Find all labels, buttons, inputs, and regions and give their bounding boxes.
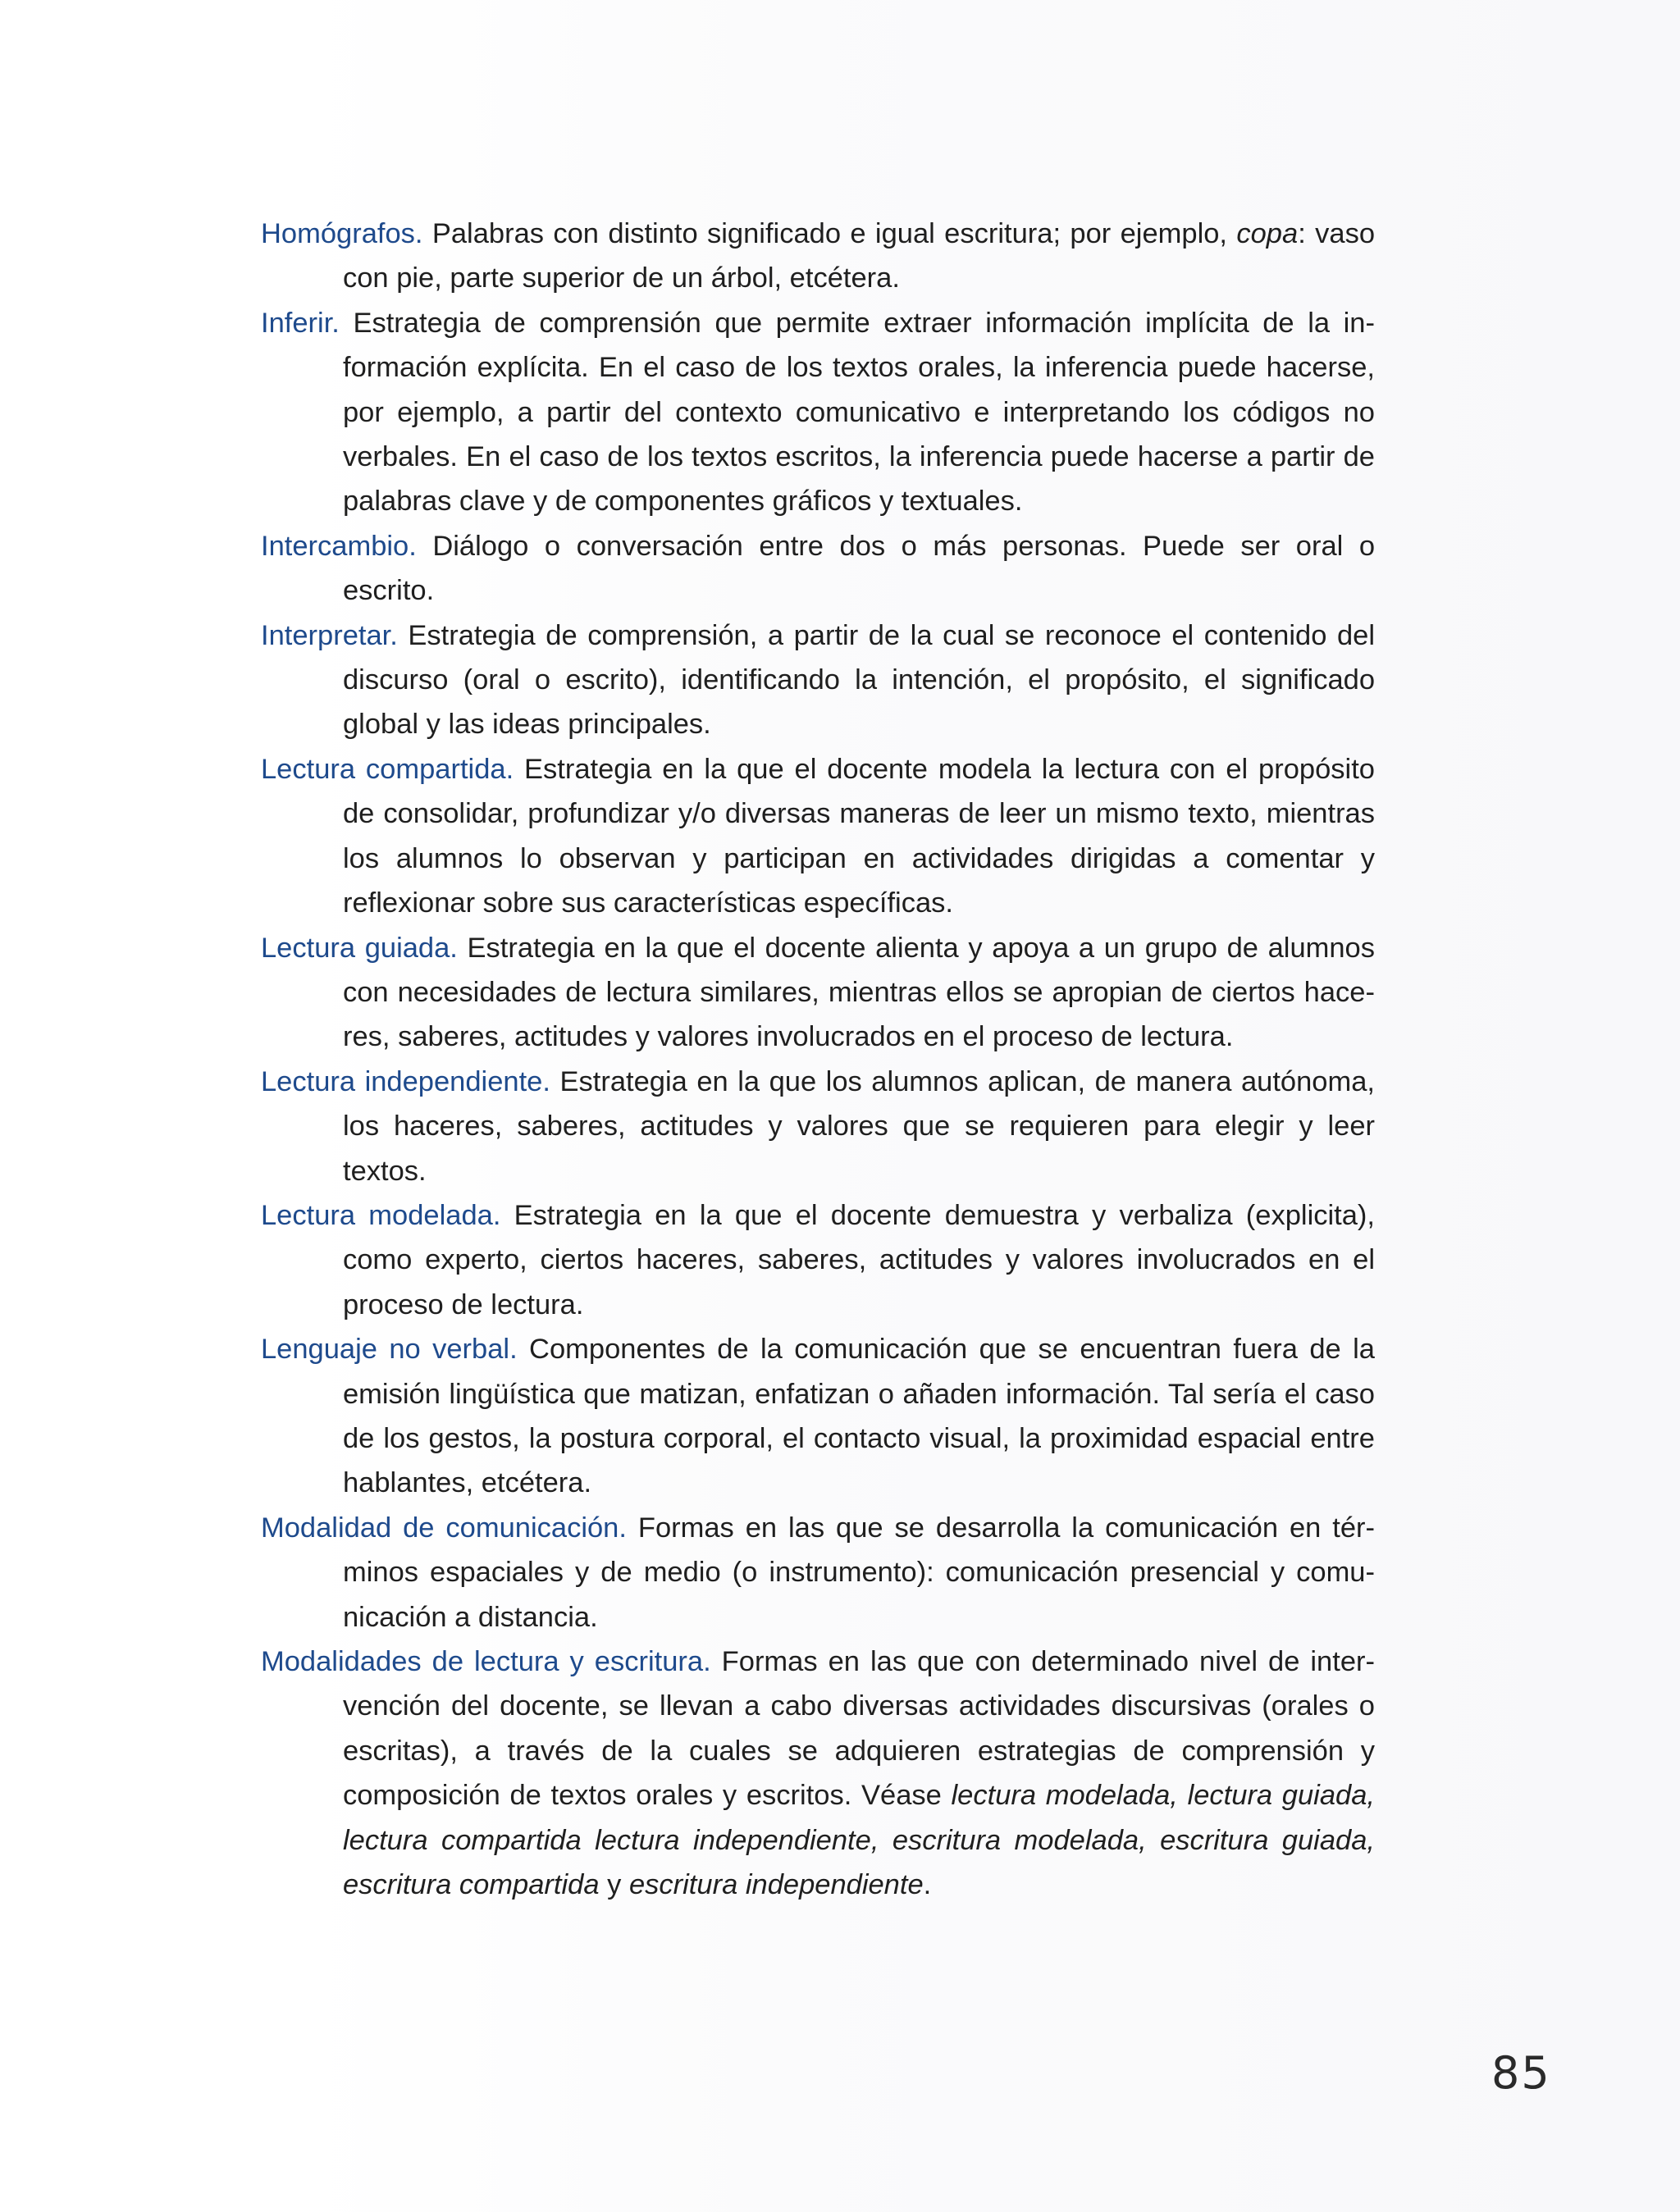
glossary-entry-lectura-modelada [261,1193,1375,1327]
glossary-term: Modalidades de lectura y escritura. [261,1646,711,1677]
glossary-entry-inferir [261,301,1375,524]
glossary-term: Lenguaje no verbal. [261,1334,518,1366]
glossary-entry-intercambio [261,524,1375,613]
glossary-definition: Estrategia de comprensión que permite extraer información implícita de la información explícita. En el caso de los textos orales, la inferencia puede hacerse, por ejemplo, a partir del contexto comunicativo e interpretando los códigos no verbales. En el caso de los textos escritos, la inferencia puede hacerse a partir de palabras clave y de componentes gráficos y textuales. [339,307,1375,518]
glossary-term: Interpretar. [261,619,398,651]
glossary-definition: Estrategia de comprensión, a partir de la cual se reconoce el contenido del discurso (oral o escrito), identificando la intención, el propósito, el significado global y las ideas principales. [343,619,1375,741]
glossary-entry-lectura-guiada [261,926,1375,1060]
glossary-definition: Estrategia en la que el docente demuestra y verbaliza (explicita), como experto, ciertos haceres, saberes, actitudes y valores involucrados en el proceso de lectura. [343,1199,1375,1320]
glossary-term: Lectura independiente. [261,1065,550,1097]
glossary-term: Modalidad de comunicación. [261,1512,627,1544]
glossary-term: Lectura modelada. [261,1199,501,1231]
glossary-definition: Estrategia en la que los alumnos aplican, de manera autónoma, los haceres, saberes, actitudes y valores que se requieren para elegir y leer textos. [343,1065,1376,1187]
glossary-entry-modalidades-de-lectura-y-escritura [261,1640,1375,1907]
glossary-entry-lenguaje-no-verbal [261,1327,1375,1506]
glossary-definition: Palabras con distinto significado e igual escritura; por ejemplo, copa: vaso con pie, parte superior de un árbol, etcétera. [343,218,1376,294]
glossary-entry-lectura-compartida [261,747,1375,926]
glossary-entry-interpretar [261,613,1375,747]
glossary-entry-lectura-independiente [261,1060,1375,1193]
glossary-term: Lectura compartida. [261,753,514,785]
glossary-term: Inferir. [261,307,340,339]
glossary-term: Lectura guiada. [261,932,458,964]
glossary-definition: Componentes de la comunicación que se encuentran fuera de la emisión lingüística que matizan, enfatizan o añaden información. Tal sería el caso de los gestos, la postura corporal, el contacto visual, la proximidad espacial entre hablantes, etcétera. [343,1334,1375,1499]
glossary-definition: Estrategia en la que el docente modela la lectura con el propósito de consolidar, profundizar y/o diversas maneras de leer un mismo texto, mientras los alumnos lo observan y participan en actividades dirigidas a comentar y reflexionar sobre sus características específicas. [343,753,1375,919]
glossary-definition: Diálogo o conversación entre dos o más personas. Puede ser oral o escrito. [343,530,1375,607]
glossary-list [261,212,1375,1907]
page-number: 85 [1491,2047,1551,2099]
glossary-definition: Formas en las que con determinado nivel de intervención del docente, se llevan a cabo diversas actividades discursivas (orales o escritas), a través de la cuales se adquieren estrategias de comprensión y composición de textos orales y escritos. Véase lectura modelada, lectura guiada, lectura compartida lectura independiente, escritura modelada, escritura guiada, escritura compartida y escritura independiente. [343,1646,1375,1901]
glossary-definition: Formas en las que se desarrolla la comunicación en términos espaciales y de medio (o instrumento): comunicación presencial y comunicación a distancia. [343,1512,1376,1633]
glossary-term: Homógrafos. [261,218,423,249]
glossary-entry-modalidad-de-comunicacion [261,1506,1375,1640]
glossary-definition: Estrategia en la que el docente alienta y apoya a un grupo de alumnos con necesidades de lectura similares, mientras ellos se apropian de ciertos haceres, saberes, actitudes y valores involucrados en el proceso de lectura. [343,932,1375,1053]
glossary-term: Intercambio. [261,530,417,562]
glossary-entry-homografos [261,212,1375,301]
